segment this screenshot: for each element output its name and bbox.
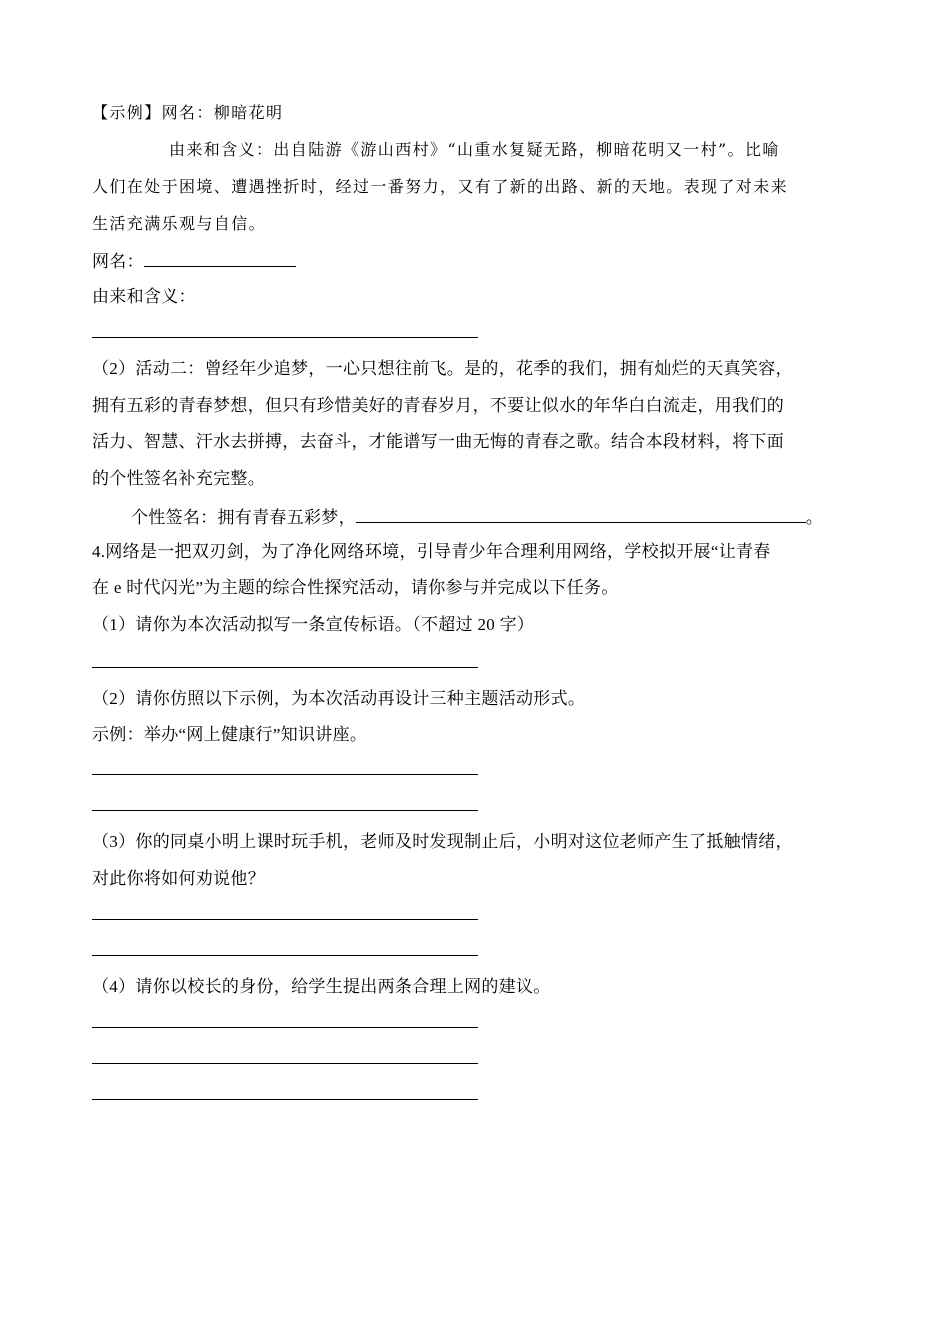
q4-sub4-answer-line-1[interactable] — [92, 1027, 478, 1028]
example-meaning-line-3: 生活充满乐观与自信。 — [92, 214, 267, 233]
q4-intro-line-1: 4.网络是一把双刃剑，为了净化网络环境，引导青少年合理利用网络，学校拟开展“让青春 — [92, 542, 771, 561]
q4-sub3-answer-line-2[interactable] — [92, 955, 478, 956]
origin-label: 由来和含义： — [92, 287, 196, 306]
q4-sub2-answer-line-2[interactable] — [92, 810, 478, 811]
q4-sub4-answer-line-3[interactable] — [92, 1099, 478, 1100]
activity2-line-2: 拥有五彩的青春梦想，但只有珍惜美好的青春岁月，不要让似水的年华白白流走，用我们的 — [92, 396, 784, 415]
signature-end-mark: 。 — [805, 508, 824, 527]
netname-answer-blank[interactable] — [144, 248, 296, 267]
q4-sub1: （1）请你为本次活动拟写一条宣传标语。（不超过 20 字） — [92, 615, 535, 634]
q4-sub4-answer-line-2[interactable] — [92, 1063, 478, 1064]
q4-intro-line-2: 在 e 时代闪光”为主题的综合性探究活动，请你参与并完成以下任务。 — [92, 578, 619, 597]
signature-row — [131, 504, 823, 530]
q4-sub1-answer-line[interactable] — [92, 667, 478, 668]
signature-answer-blank[interactable] — [356, 504, 806, 523]
activity2-line-3: 活力、智慧、汗水去拼搏，去奋斗，才能谱写一曲无悔的青春之歌。结合本段材料，将下面 — [92, 432, 784, 451]
q4-sub2: （2）请你仿照以下示例，为本次活动再设计三种主题活动形式。 — [92, 689, 586, 708]
netname-row — [92, 248, 296, 274]
origin-answer-line[interactable] — [92, 337, 478, 338]
example-meaning-line-1: 由来和含义：出自陆游《游山西村》“山重水复疑无路，柳暗花明又一村”。比喻 — [169, 140, 780, 159]
signature-label: 个性签名：拥有青春五彩梦， — [131, 508, 356, 527]
q4-sub2-example: 示例：举办“网上健康行”知识讲座。 — [92, 725, 368, 744]
q4-sub3-line-2: 对此你将如何劝说他？ — [92, 869, 265, 888]
q4-sub3-answer-line-1[interactable] — [92, 919, 478, 920]
q4-sub3-line-1: （3）你的同桌小明上课时玩手机，老师及时发现制止后，小明对这位老师产生了抵触情绪， — [92, 832, 793, 851]
netname-label: 网名： — [92, 252, 144, 271]
example-header: 【示例】网名：柳暗花明 — [92, 103, 284, 122]
example-meaning-line-2: 人们在处于困境、遭遇挫折时，经过一番努力，又有了新的出路、新的天地。表现了对未来 — [92, 177, 789, 196]
q4-sub2-answer-line-1[interactable] — [92, 774, 478, 775]
activity2-line-4: 的个性签名补充完整。 — [92, 469, 265, 488]
activity2-line-1: （2）活动二：曾经年少追梦，一心只想往前飞。是的，花季的我们，拥有灿烂的天真笑容， — [92, 359, 793, 378]
q4-sub4: （4）请你以校长的身份，给学生提出两条合理上网的建议。 — [92, 977, 551, 996]
